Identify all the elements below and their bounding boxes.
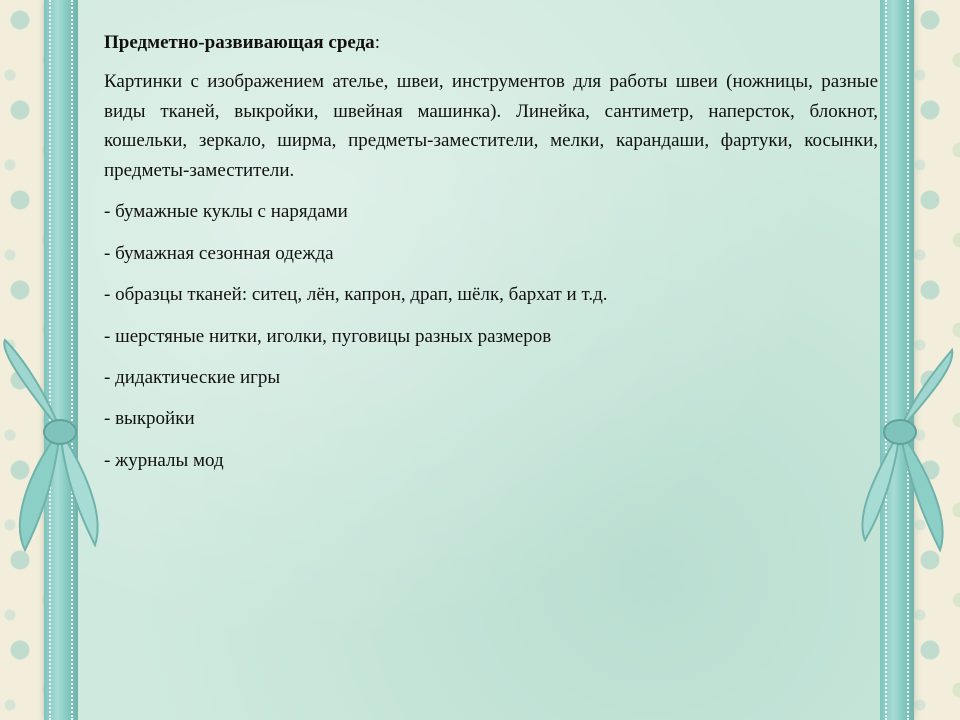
- list-item: - образцы тканей: ситец, лён, капрон, драп, шёлк, бархат и т.д.: [104, 284, 608, 306]
- list-item: - шерстяные нитки, иголки, пуговицы разных размеров: [104, 325, 552, 347]
- slide-heading: [104, 28, 878, 57]
- list-item: - выкройки: [104, 408, 195, 430]
- list-item: - дидактические игры: [104, 366, 281, 388]
- intro-paragraph: Картинки с изображением ателье, швеи, инструментов для работы швеи (ножницы, разные виды тканей, выкройки, швейная машинка). Линейка, сантиметр, наперсток, блокнот, кошельки, зеркало, ширма, предметы-заместители, мелки, карандаши, фартуки, косынки, предметы-заместители.: [104, 71, 878, 181]
- slide-heading-colon: :: [374, 32, 380, 53]
- list-item: - журналы мод: [104, 449, 224, 471]
- list-item: - бумажные куклы с нарядами: [104, 201, 348, 223]
- slide-heading-text: Предметно-развивающая среда: [104, 32, 375, 53]
- left-bow-icon: [0, 320, 120, 560]
- list-item: - бумажная сезонная одежда: [104, 242, 334, 264]
- slide-content: [104, 28, 878, 487]
